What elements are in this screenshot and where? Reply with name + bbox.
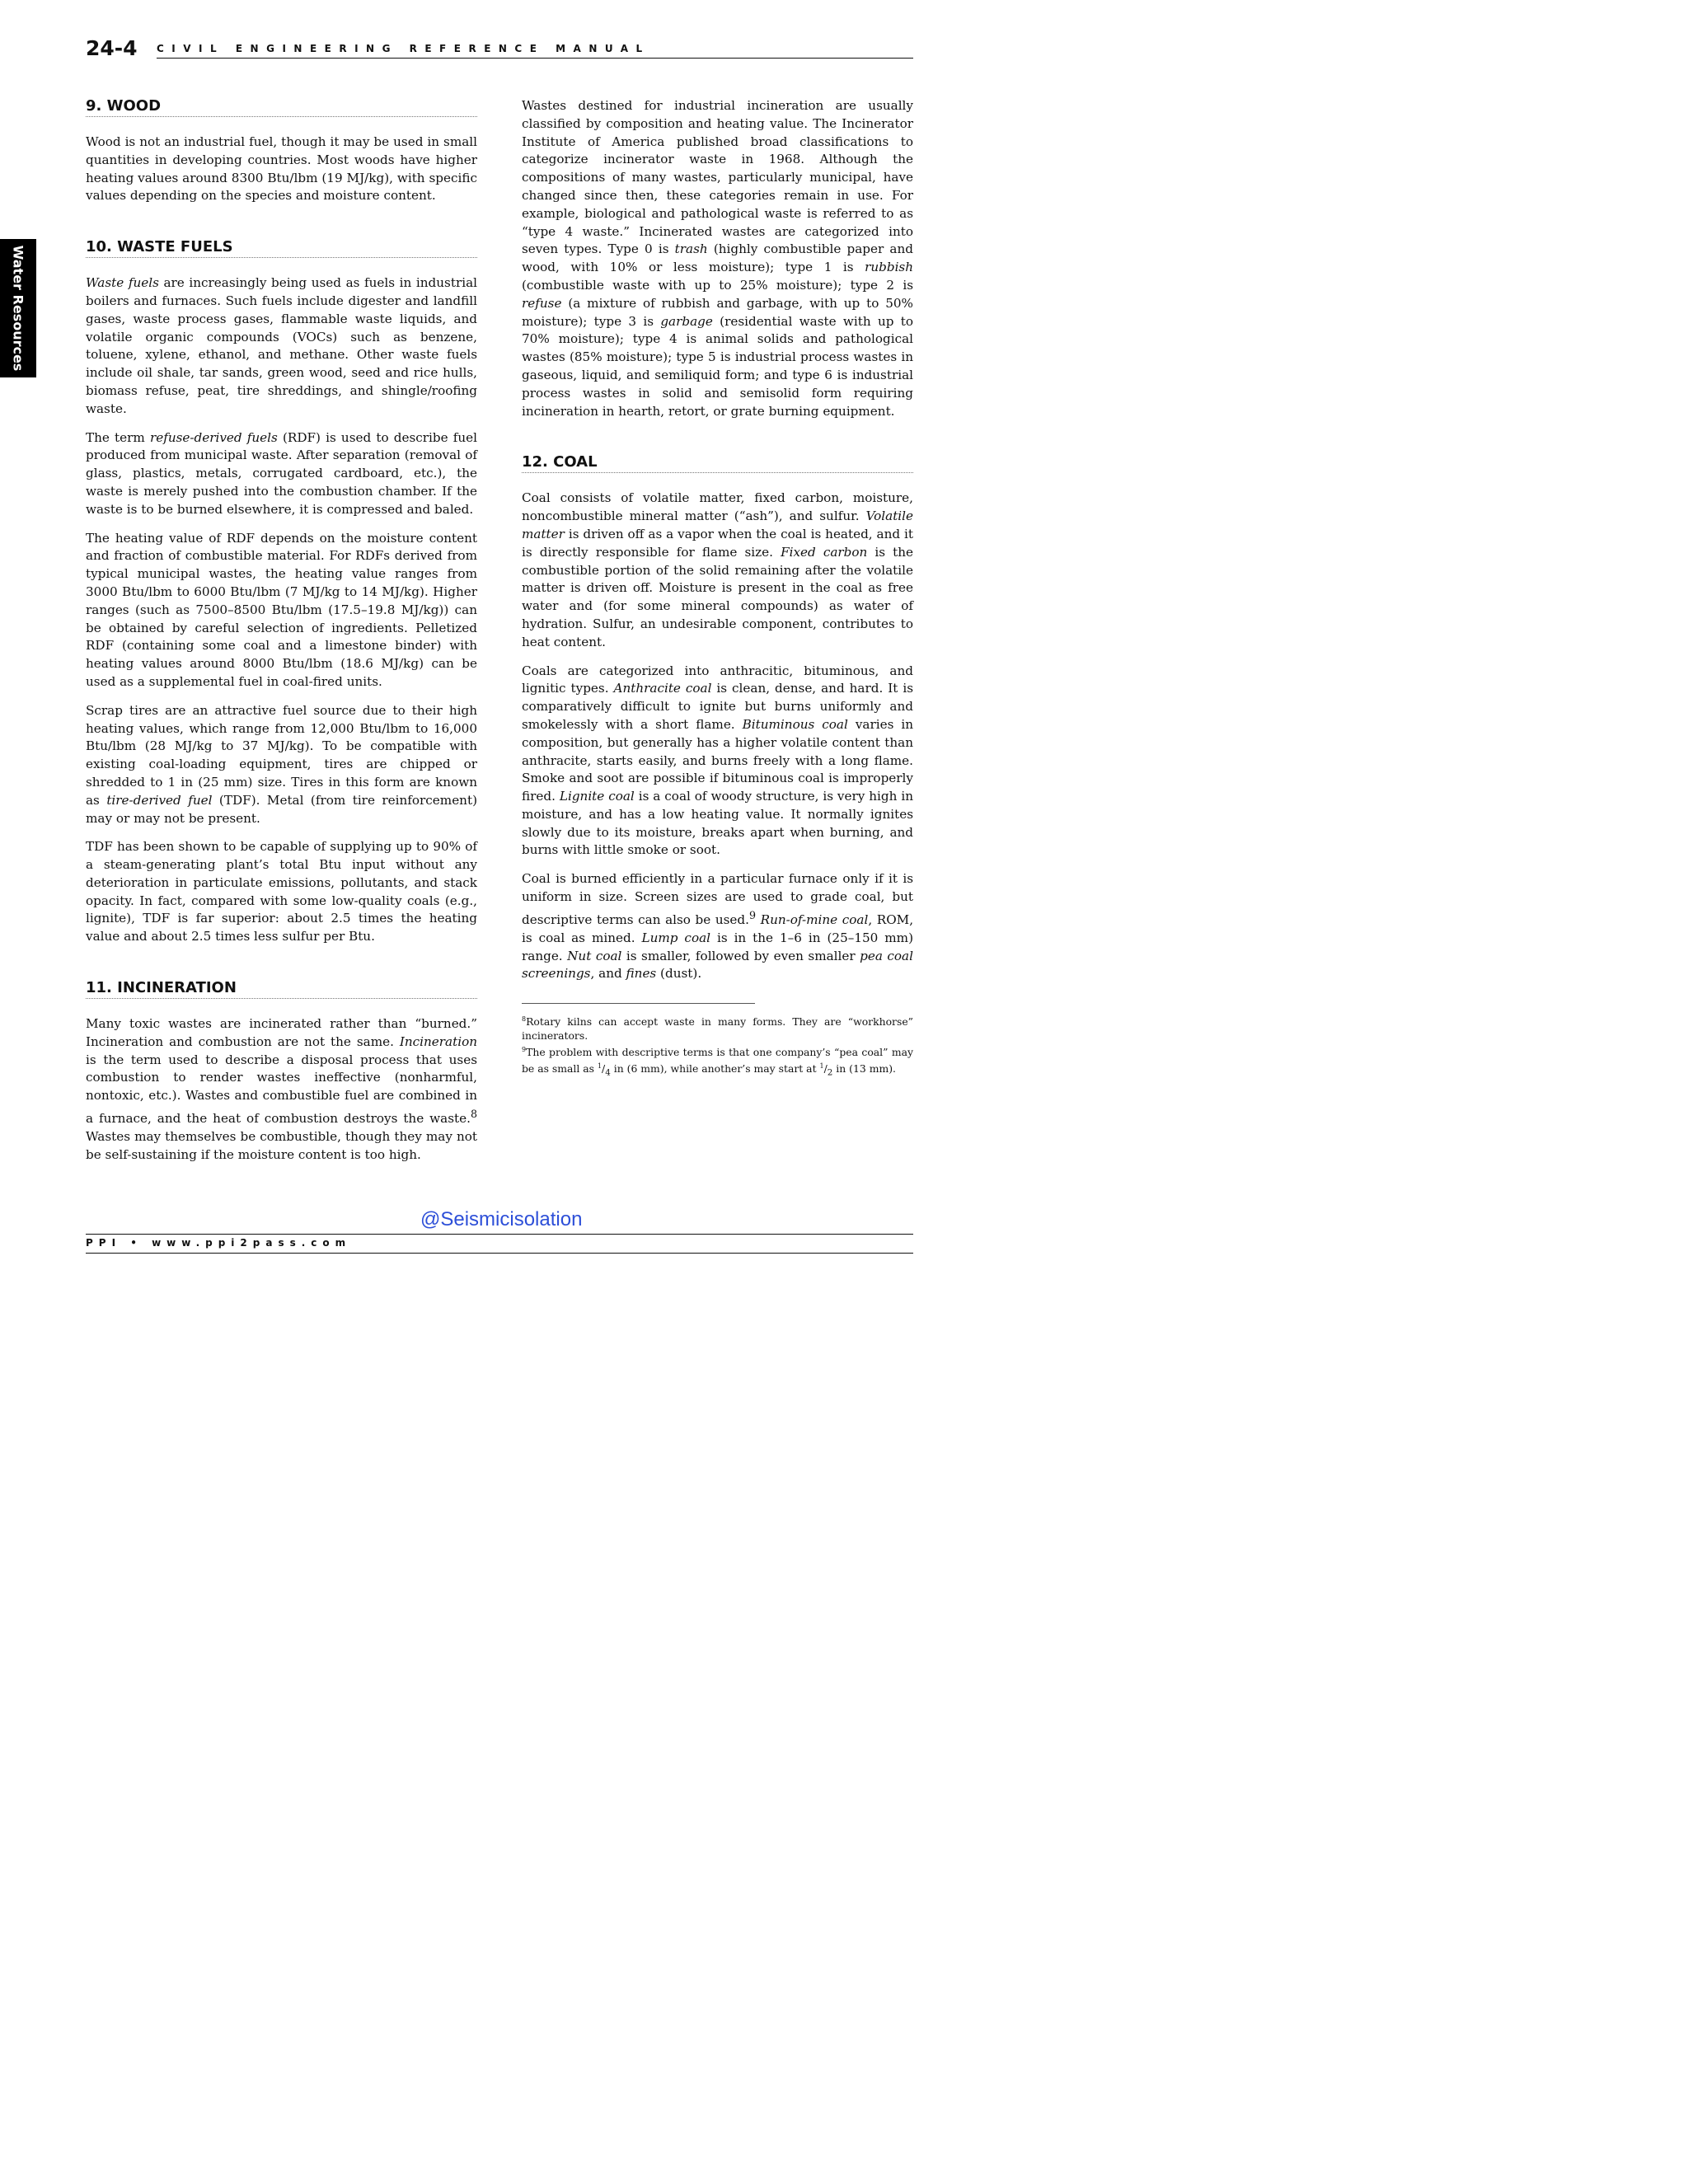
side-tab xyxy=(0,239,36,377)
section-heading-wood: 9. WOOD xyxy=(86,97,477,117)
term: tire-derived fuel xyxy=(106,792,213,808)
left-column xyxy=(86,97,477,1175)
incineration-paragraph-1: Many toxic wastes are incinerated rather than “burned.” Incineration and combustion are not the same. Incineration is the term used to describe a disposal process that uses combustion to render wastes ineffective (nonharmful, nontoxic, etc.). Wastes and combustible fuel are combined in a furnace, and the heat of combustion destroys the waste.$^8$ Wastes may themselves be combustible, though they may not be self-sustaining if the moisture content is too high. xyxy=(86,1016,477,1162)
page-header xyxy=(86,36,913,59)
waste-paragraph-4: Scrap tires are an attractive fuel source due to their high heating values, which range from 12,000 Btu/lbm to 16,000 Btu/lbm (28 MJ/kg to 37 MJ/kg). To be compatible with existing coal-loading equipment, tires are chipped or shredded to 1 in (25 mm) size. Tires in this form are known as tire-derived fuel (TDF). Metal (from tire reinforcement) may or may not be present. xyxy=(86,702,477,826)
waste-paragraph-3: The heating value of RDF depends on the moisture content and fraction of combustible material. For RDFs derived from typical municipal wastes, the heating value ranges from 3000 Btu/lbm to 6000 Btu/lbm (7 MJ/kg to 14 MJ/kg). Higher ranges (such as 7500–8500 Btu/lbm (17.5–19.8 MJ/kg)) can be obtained by careful selection of ingredients. Pelletized RDF (containing some coal and a limestone binder) with heating values around 8000 Btu/lbm (18.6 MJ/kg) can be used as a supplemental fuel in coal-fired units. xyxy=(86,530,477,689)
section-heading-waste-fuels: 10. WASTE FUELS xyxy=(86,238,477,258)
term: Waste fuels xyxy=(86,275,159,291)
coal-paragraph-2: Coals are categorized into anthracitic, bituminous, and lignitic types. Anthracite coal is clean, dense, and hard. It is comparatively difficult to ignite but burns uniformly and smokelessly with a short flame. Bituminous coal varies in composition, but generally has a higher volatile content than anthracite, starts easily, and burns freely with a long flame. Smoke and soot are possible if bituminous coal is improperly fired. Lignite coal is a coal of woody structure, is very high in moisture, and has a low heating value. It normally ignites slowly due to its moisture, breaks apart when burning, and burns with little smoke or soot. xyxy=(522,663,913,858)
right-column xyxy=(522,97,913,1080)
waste-paragraph-5: TDF has been shown to be capable of supplying up to 90% of a steam-generating plant’s total Btu input without any deterioration in particulate emissions, pollutants, and stack opacity. In fact, compared with some low-quality coals (e.g., lignite), TDF is far superior: about 2.5 times the heating value and about 2.5 times less sulfur per Btu. xyxy=(86,839,477,944)
section-heading-coal: 12. COAL xyxy=(522,453,913,473)
header-rule xyxy=(157,58,913,59)
side-tab-label: Water Resources xyxy=(10,245,26,372)
wood-paragraph: Wood is not an industrial fuel, though it may be used in small quantities in developing countries. Most woods have higher heating values around 8300 Btu/lbm (19 MJ/kg), with specific values depending on the species and moisture content. xyxy=(86,134,477,204)
incineration-paragraph-2: Wastes destined for industrial incineration are usually classified by composition and heating value. The Incinerator Institute of America published broad classifications to categorize incinerator waste in 1968. Although the compositions of many wastes, particularly municipal, have changed since then, these categories remain in use. For example, biological and pathological waste is referred to as “type 4 waste.” Incinerated wastes are categorized into seven types. Type 0 is trash (highly combustible paper and wood, with 10% or less moisture); type 1 is rubbish (combustible waste with up to 25% moisture); type 2 is refuse (a mixture of rubbish and garbage, with up to 50% moisture); type 3 is garbage (residential waste with up to 70% moisture); type 4 is animal solids and pathological wastes (85% moisture); type 5 is industrial process wastes in gaseous, liquid, and semiliquid form; and type 6 is industrial process wastes in solid and semisolid form requiring incineration in hearth, retort, or grate burning equipment. xyxy=(522,98,913,419)
term: refuse-derived fuels xyxy=(149,429,278,445)
waste-paragraph-2: The term refuse-derived fuels (RDF) is used to describe fuel produced from municipal waste. After separation (removal of glass, plastics, metals, corrugated cardboard, etc.), the waste is merely pushed into the combustion chamber. If the waste is to be burned elsewhere, it is compressed and baled. xyxy=(86,429,477,517)
coal-paragraph-3: Coal is burned efficiently in a particular furnace only if it is uniform in size. Screen sizes are used to grade coal, but descriptive terms can also be used.$^9$ Run-of-mine coal, ROM, is coal as mined. Lump coal is in the 1–6 in (25–150 mm) range. Nut coal is smaller, followed by even smaller pea coal screenings, and fines (dust). xyxy=(522,871,914,982)
footnote-8: $^8$Rotary kilns can accept waste in many forms. They are “workhorse” incinerators. xyxy=(522,1015,913,1043)
coal-paragraph-1: Coal consists of volatile matter, fixed carbon, moisture, noncombustible mineral matter (“ash”), and sulfur. Volatile matter is driven off as a vapor when the coal is heated, and it is directly responsible for flame size. Fixed carbon is the combustible portion of the solid remaining after the volatile matter is driven off. Moisture is present in the coal as free water and (for some mineral compounds) as water of hydration. Sulfur, an undesirable component, contributes to heat content. xyxy=(522,490,914,649)
watermark: @Seismicisolation xyxy=(420,1208,583,1230)
footer-rule-bottom xyxy=(86,1253,913,1254)
term: Incineration xyxy=(399,1033,477,1049)
footer-rule-top xyxy=(86,1234,913,1235)
footnote-ref-8: 8 xyxy=(470,1108,477,1121)
waste-paragraph-1: Waste fuels are increasingly being used as fuels in industrial boilers and furnaces. Such fuels include digester and landfill gases, waste process gases, flammable waste liquids, and volatile organic compounds (VOCs) such as benzene, toluene, xylene, ethanol, and methane. Other waste fuels include oil shale, tar sands, green wood, seed and rice hulls, biomass refuse, peat, tire shreddings, and shingle/roofing waste. xyxy=(86,275,477,416)
footnote-ref-9: 9 xyxy=(748,908,757,921)
page-number: 24-4 xyxy=(86,36,138,60)
manual-title: CIVIL ENGINEERING REFERENCE MANUAL xyxy=(157,43,650,54)
footnote-rule xyxy=(522,1003,755,1004)
section-heading-incineration: 11. INCINERATION xyxy=(86,979,477,999)
footnote-9: $^9$The problem with descriptive terms is that one company’s “pea coal” may be as small as $^1/_4$ in (6 mm), while another’s may start at $^1/_2$ in (13 mm). xyxy=(522,1046,913,1078)
footer-publisher: PPI • www.ppi2pass.com xyxy=(86,1237,352,1249)
